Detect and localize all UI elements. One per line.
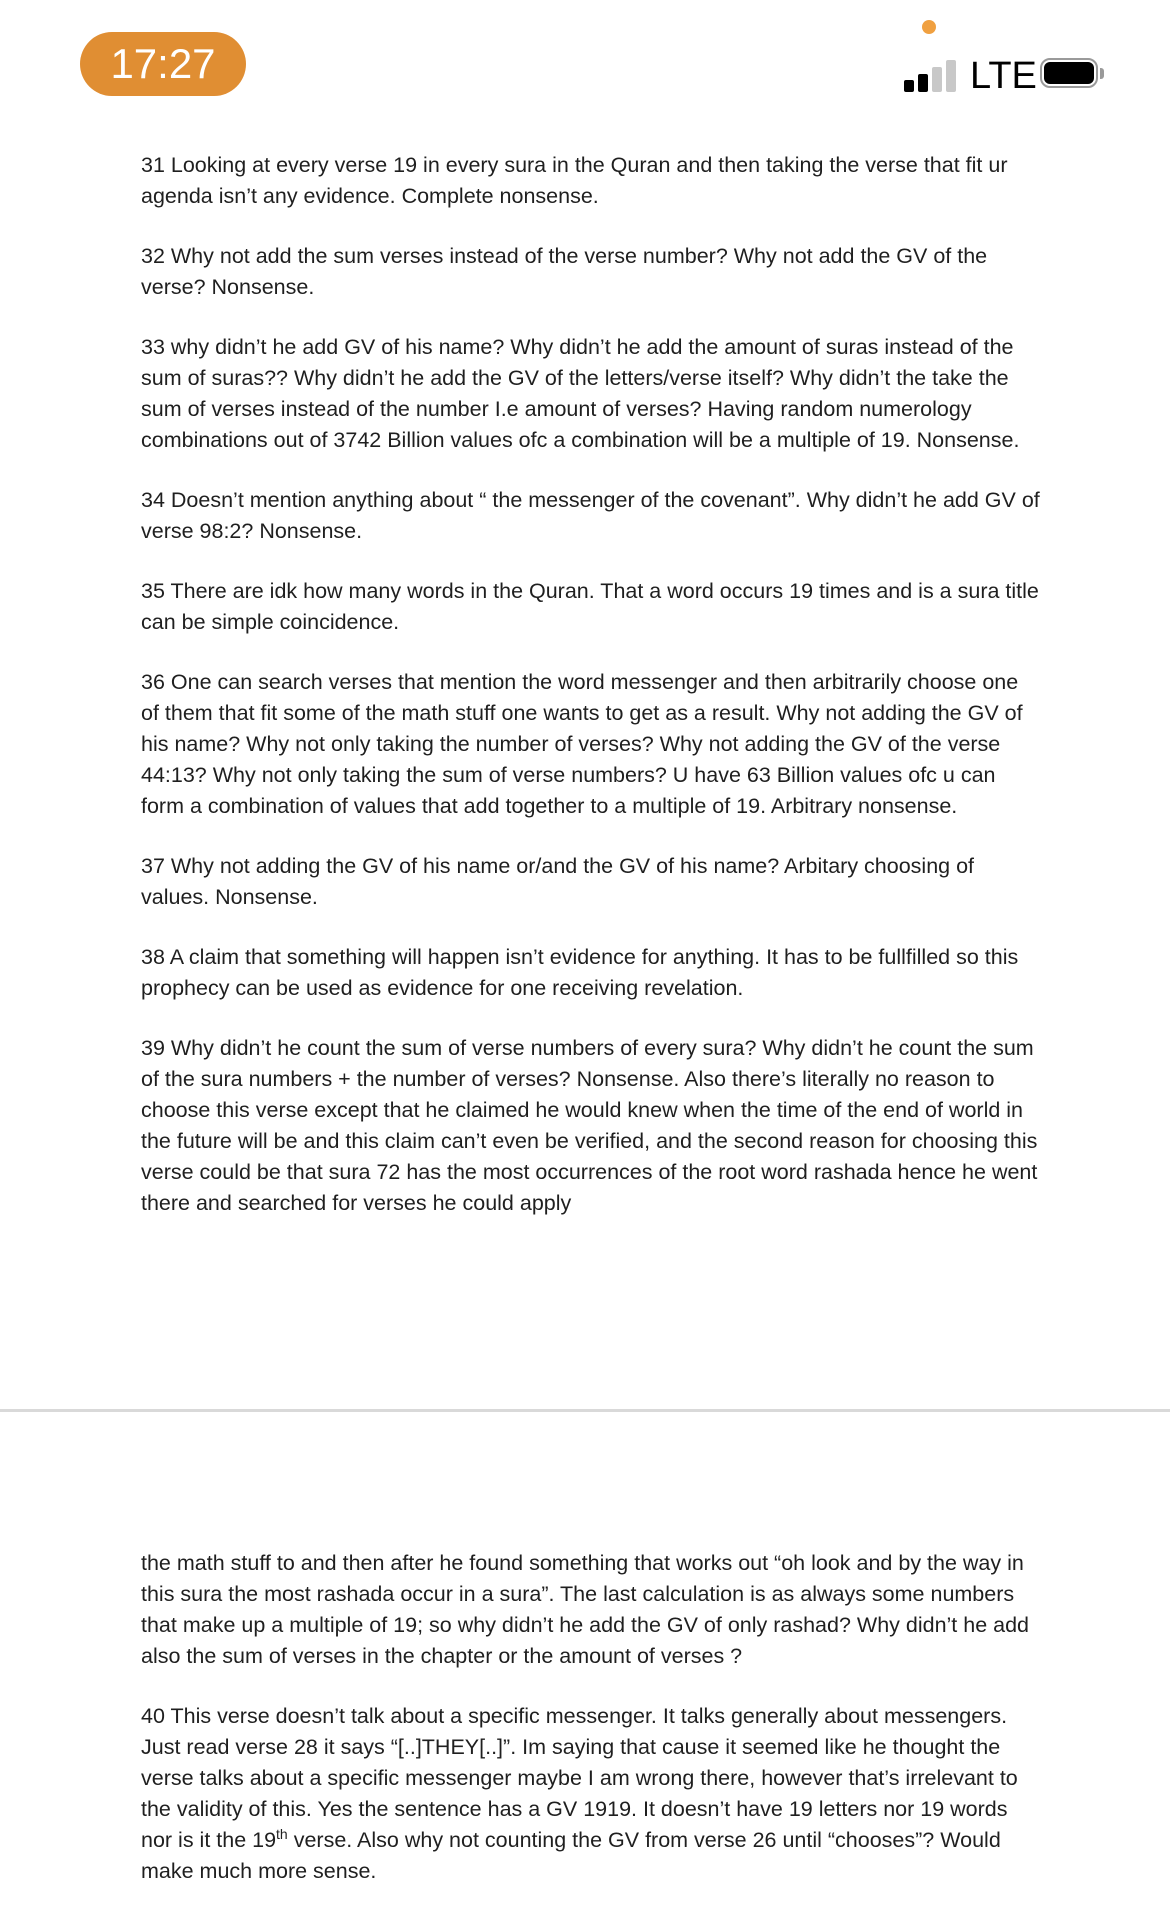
paragraph-33: 33 why didn’t he add GV of his name? Why didn’t he add the amount of suras instead of the sum of suras?? Why didn’t he add the GV of the letters/verse itself? Why didn’t the take the sum of verses instead of the number I.e amount of verses? Having random numerology combinations out of 3742 Billion values ofc a combination will be a multiple of 19. Nonsense. (141, 335, 1020, 452)
paragraph-34: 34 Doesn’t mention anything about “ the messenger of the covenant”. Why didn’t he add GV of verse 98:2? Nonsense. (141, 488, 1040, 543)
privacy-dot-icon (922, 20, 936, 34)
paragraph-32: 32 Why not add the sum verses instead of the verse number? Why not add the GV of the verse? Nonsense. (141, 244, 988, 299)
paragraph-31: 31 Looking at every verse 19 in every sura in the Quran and then taking the verse that fit ur agenda isn’t any evidence. Complete nonsense. (141, 153, 1008, 208)
paragraph-37: 37 Why not adding the GV of his name or/and the GV of his name? Arbitary choosing of values. Nonsense. (141, 854, 975, 909)
battery-icon (1040, 58, 1106, 90)
time-pill[interactable]: 17:27 (80, 32, 246, 96)
paragraph-39-continued: the math stuff to and then after he found something that works out “oh look and by the way in this sura the most rashada occur in a sura”. The last calculation is as always some numbers that make up a multiple of 19; so why didn’t he add the GV of only rashad? Why didn’t he add also the sum of verses in the chapter or the amount of verses ? (141, 1551, 1030, 1668)
ordinal-superscript: th (276, 1825, 288, 1842)
page-divider (0, 1409, 1170, 1412)
document-page-2 (141, 1548, 1041, 1916)
network-type-label: LTE (970, 55, 1037, 97)
paragraph-35: 35 There are idk how many words in the Quran. That a word occurs 19 times and is a sura title can be simple coincidence. (141, 579, 1039, 634)
paragraph-40-text-b: verse. Also why not counting the GV from verse 26 until “chooses”? Would make much more sense. (141, 1828, 1001, 1883)
paragraph-39: 39 Why didn’t he count the sum of verse numbers of every sura? Why didn’t he count the sum of the sura numbers + the number of verses? Nonsense. Also there’s literally no reason to choose this verse except that he claimed he would knew when the time of the end of world in the future will be and this claim can’t even be verified, and the second reason for choosing this verse could be that sura 72 has the most occurrences of the root word rashada hence he went there and searched for verses he could apply (141, 1036, 1038, 1215)
status-bar (0, 0, 1170, 120)
paragraph-36: 36 One can search verses that mention the word messenger and then arbitrarily choose one of them that fit some of the math stuff one wants to get as a result. Why not adding the GV of his name? Why not only taking the number of verses? Why not adding the GV of the verse 44:13? Why not only taking the sum of verse numbers? U have 63 Billion values ofc u can form a combination of values that add together to a multiple of 19. Arbitrary nonsense. (141, 670, 1023, 818)
document-page-1 (141, 150, 1041, 1248)
signal-icon (904, 58, 958, 92)
paragraph-38: 38 A claim that something will happen isn’t evidence for anything. It has to be fullfilled so this prophecy can be used as evidence for one receiving revelation. (141, 945, 1019, 1000)
paragraph-40-text-a: 40 This verse doesn’t talk about a specific messenger. It talks generally about messengers. Just read verse 28 it says “[..]THEY[..]”. Im saying that cause it seemed like he thought the verse talks about a specific messenger maybe I am wrong there, however that’s irrelevant to the validity of this. Yes the sentence has a GV 1919. It doesn’t have 19 letters nor 19 words nor is it the 19 (141, 1704, 1018, 1852)
paragraph-40 (141, 1701, 1041, 1887)
